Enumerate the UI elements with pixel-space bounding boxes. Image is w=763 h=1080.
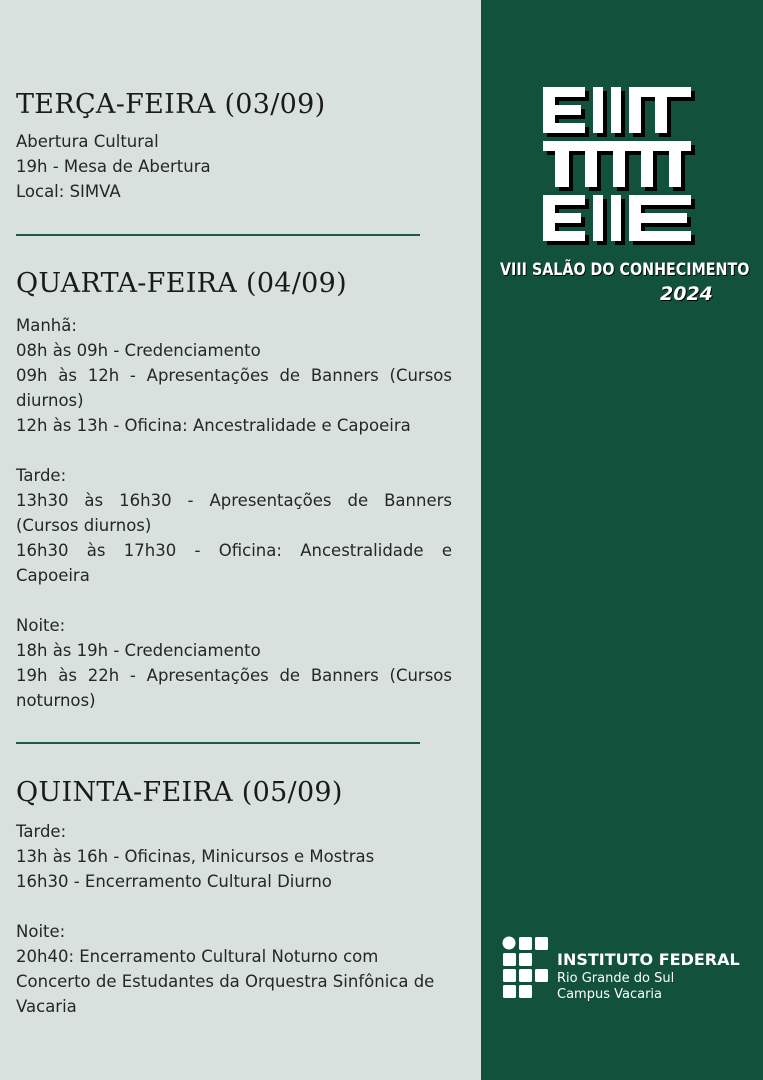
schedule-item: 12h às 13h - Oficina: Ancestralidade e Capoeira — [16, 416, 411, 435]
institution-state: Rio Grande do Sul — [557, 971, 675, 986]
spacer — [16, 438, 452, 463]
spacer — [16, 894, 452, 919]
tuesday-title: TERÇA-FEIRA (03/09) — [16, 89, 326, 120]
period-label: Noite: — [16, 616, 66, 635]
event-year: 2024 — [660, 283, 713, 305]
schedule-item: 19h às 22h - Apresentações de Banners (Cursos noturnos) — [16, 666, 452, 710]
thursday-details — [16, 819, 452, 1019]
institution-name-block — [557, 949, 740, 1003]
tuesday-line: Local: SIMVA — [16, 182, 121, 201]
thursday-title: QUINTA-FEIRA (05/09) — [16, 777, 343, 808]
schedule-item: 13h30 às 16h30 - Apresentações de Banners (Cursos diurnos) — [16, 491, 452, 535]
schedule-item: 18h às 19h - Credenciamento — [16, 641, 261, 660]
schedule-item: 20h40: Encerramento Cultural Noturno com Concerto de Estudantes da Orquestra Sinfônica de Vacaria — [16, 947, 435, 1016]
schedule-item: 16h30 - Encerramento Cultural Diurno — [16, 872, 332, 891]
wednesday-details — [16, 313, 452, 713]
spacer — [16, 588, 452, 613]
schedule-item: 09h às 12h - Apresentações de Banners (Cursos diurnos) — [16, 366, 452, 410]
schedule-item: 08h às 09h - Credenciamento — [16, 341, 261, 360]
tuesday-line: Abertura Cultural — [16, 132, 159, 151]
tuesday-details — [16, 129, 452, 204]
schedule-item: 16h30 às 17h30 - Oficina: Ancestralidade e Capoeira — [16, 541, 452, 585]
section-divider — [16, 742, 420, 744]
institution-name: INSTITUTO FEDERAL — [557, 950, 740, 969]
period-label: Tarde: — [16, 466, 67, 485]
salao-conhecimento-maze-logo-icon — [541, 85, 701, 245]
period-label: Tarde: — [16, 822, 67, 841]
if-grid-logo-icon — [502, 936, 550, 1002]
institution-campus: Campus Vacaria — [557, 987, 662, 1002]
period-label: Noite: — [16, 922, 66, 941]
schedule-item: 13h às 16h - Oficinas, Minicursos e Mostras — [16, 847, 375, 866]
section-divider — [16, 234, 420, 236]
period-label: Manhã: — [16, 316, 77, 335]
wednesday-title: QUARTA-FEIRA (04/09) — [16, 268, 347, 299]
tuesday-line: 19h - Mesa de Abertura — [16, 157, 211, 176]
event-name: VIII SALÃO DO CONHECIMENTO — [500, 260, 750, 280]
